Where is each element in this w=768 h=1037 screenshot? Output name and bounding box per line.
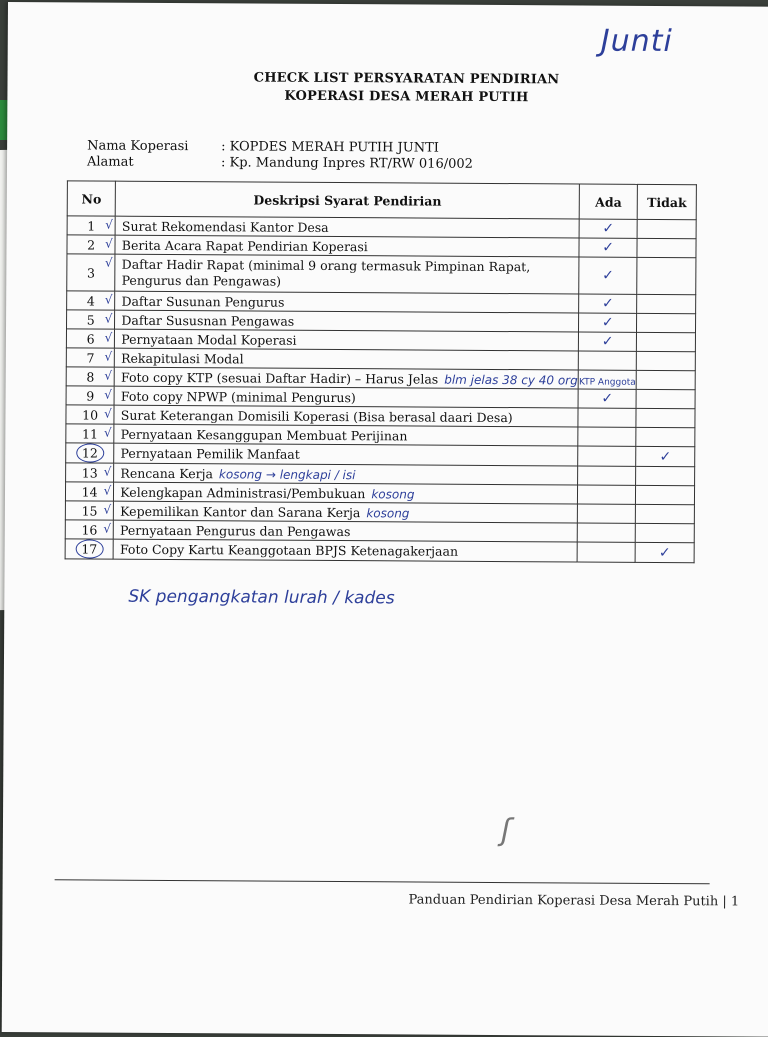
requirement-text: Kelengkapan Administrasi/Pembukuan: [120, 484, 365, 500]
cell-ada: [579, 313, 637, 332]
cell-tidak: [636, 523, 695, 542]
title-line-2: KOPERASI DESA MERAH PUTIH: [7, 86, 768, 109]
checkmark-icon: ✓: [602, 296, 614, 312]
cell-no: [67, 254, 116, 291]
row-number: 14: [82, 484, 98, 499]
table-header-row: [67, 181, 696, 220]
cell-no: [66, 348, 114, 367]
cell-ada: [577, 485, 635, 504]
row-tick-icon: √: [105, 237, 113, 251]
handwritten-squiggle: ʃ: [501, 813, 511, 848]
checkmark-icon: ✓: [602, 240, 614, 256]
requirement-text: Foto Copy Kartu Keanggotaan BPJS Ketenagakerjaan: [120, 542, 458, 559]
info-row-address: [87, 154, 473, 172]
row-tick-icon: √: [105, 312, 113, 326]
requirement-text: Daftar Hadir Rapat (minimal 9 orang termasuk Pimpinan Rapat, Pengurus dan Pengawas): [122, 257, 531, 289]
cell-no: [66, 405, 114, 424]
cell-tidak: [637, 238, 696, 257]
cell-tidak: [636, 466, 695, 485]
handwritten-corner-name: Junti: [601, 24, 673, 59]
cell-tidak: [636, 427, 695, 446]
requirement-text: Surat Rekomendasi Kantor Desa: [122, 218, 329, 234]
cell-ada: [579, 219, 637, 238]
cell-tidak: [637, 219, 696, 238]
checkmark-icon: ✓: [602, 221, 614, 237]
cell-ada: [577, 542, 635, 562]
cell-ada: [578, 332, 636, 351]
cell-ada: [579, 294, 637, 313]
cell-tidak: [637, 351, 696, 370]
row-number: 10: [82, 407, 98, 422]
cell-description: [114, 443, 578, 466]
cell-tidak: [636, 485, 695, 504]
row-number: 7: [86, 350, 94, 365]
cell-ada: [578, 389, 636, 408]
cell-ada: [577, 504, 635, 523]
cell-no: [67, 291, 115, 310]
cell-tidak: [637, 313, 696, 332]
requirement-text: Daftar Sususnan Pengawas: [121, 312, 294, 328]
info-value: : Kp. Mandung Inpres RT/RW 016/002: [221, 155, 473, 173]
cell-ada: [579, 257, 638, 294]
cell-ada: [579, 238, 637, 257]
cell-no: [65, 539, 113, 559]
cell-no: [65, 482, 113, 501]
cell-tidak: [636, 408, 695, 427]
row-number: 4: [87, 293, 95, 308]
row-number: 3: [87, 265, 95, 280]
cell-description: [113, 539, 577, 562]
row-tick-icon: √: [105, 293, 113, 307]
document-title: [7, 68, 768, 109]
circled-number: 17: [75, 539, 103, 558]
row-tick-icon: √: [104, 407, 112, 421]
requirement-text: Daftar Susunan Pengurus: [121, 293, 284, 309]
cell-tidak: [636, 389, 695, 408]
cell-tidak: [636, 504, 695, 523]
cell-no: [66, 386, 114, 405]
row-number: 13: [82, 465, 98, 480]
cell-tidak: [637, 332, 696, 351]
requirement-text: Rencana Kerja: [120, 465, 213, 481]
cell-no: [67, 310, 115, 329]
checklist-paper: [2, 2, 768, 1037]
requirement-text: Foto copy KTP (sesuai Daftar Hadir) – Harus Jelas: [121, 369, 438, 386]
header-no: No: [67, 181, 116, 216]
cell-ada: [578, 408, 636, 427]
cell-tidak: [636, 370, 695, 389]
cell-no: [66, 367, 114, 386]
checkmark-icon: ✓: [601, 391, 613, 407]
checkmark-icon: ✓: [602, 334, 614, 350]
row-number: 11: [82, 426, 98, 441]
header-tidak: Tidak: [638, 184, 697, 219]
page-footer: Panduan Pendirian Koperasi Desa Merah Putih | 1: [408, 892, 739, 909]
handwritten-note: blm jelas 38 cy 40 org: [444, 372, 578, 387]
checkmark-icon: ✓: [659, 544, 671, 560]
checkmark-icon: ✓: [602, 268, 614, 284]
row-tick-icon: √: [104, 484, 112, 498]
row-number: 9: [86, 388, 94, 403]
row-tick-icon: √: [105, 218, 113, 232]
cell-no: [66, 463, 114, 482]
cell-no: [67, 235, 115, 254]
table-row: [67, 254, 696, 295]
requirement-text: Pernyataan Modal Koperasi: [121, 331, 296, 347]
cell-no: [65, 520, 113, 539]
requirement-text: Pernyataan Pemilik Manfaat: [121, 446, 300, 462]
cell-no: [67, 216, 115, 235]
row-number: 5: [87, 312, 95, 327]
requirement-text: Pernyataan Pengurus dan Pengawas: [120, 522, 350, 538]
footer-rule: [55, 879, 710, 884]
cell-ada: [578, 427, 636, 446]
requirement-text: Berita Acara Rapat Pendirian Koperasi: [122, 237, 368, 254]
cell-no: [66, 329, 114, 348]
title-line-1: CHECK LIST PERSYARATAN PENDIRIAN: [7, 68, 768, 91]
requirement-text: Pernyataan Kesanggupan Membuat Perijinan: [121, 426, 408, 443]
cell-ada: [577, 523, 635, 542]
row-number: 6: [87, 331, 95, 346]
cell-tidak: [635, 542, 694, 562]
cell-no: [65, 501, 113, 520]
row-tick-icon: √: [104, 426, 112, 440]
cooperative-info: [87, 138, 473, 172]
info-label: Nama Koperasi: [87, 138, 221, 155]
row-tick-icon: √: [105, 331, 113, 345]
row-tick-icon: √: [104, 503, 112, 517]
row-tick-icon: √: [103, 522, 111, 536]
cell-ada: [578, 466, 636, 485]
cell-no: [66, 424, 114, 443]
table-row: [65, 539, 694, 563]
row-tick-icon: √: [104, 388, 112, 402]
row-number: 2: [87, 237, 95, 252]
checkmark-icon: KTP Anggota: [579, 377, 636, 387]
row-tick-icon: √: [104, 465, 112, 479]
row-number: 16: [81, 522, 97, 537]
requirement-text: Surat Keterangan Domisili Koperasi (Bisa berasal daari Desa): [121, 407, 513, 424]
handwritten-note: kosong: [371, 487, 414, 501]
info-value: : KOPDES MERAH PUTIH JUNTI: [221, 139, 439, 156]
row-number: 1: [87, 218, 95, 233]
cell-no: [66, 443, 114, 463]
row-tick-icon: √: [105, 256, 113, 270]
cell-ada: [578, 446, 636, 466]
row-tick-icon: √: [104, 369, 112, 383]
circled-number: 12: [76, 443, 104, 462]
cell-tidak: [637, 257, 696, 294]
cell-ada: [578, 351, 636, 370]
requirement-text: Rekapitulasi Modal: [121, 350, 244, 366]
info-label: Alamat: [87, 154, 221, 171]
requirement-text: Foto copy NPWP (minimal Pengurus): [121, 388, 356, 404]
handwritten-note: kosong → lengkapi / isi: [219, 467, 356, 482]
requirements-table: [65, 180, 697, 563]
header-description: Deskripsi Syarat Pendirian: [116, 181, 580, 219]
cell-ada: [578, 370, 636, 389]
row-number: 15: [82, 503, 98, 518]
row-number: 8: [86, 369, 94, 384]
header-ada: Ada: [579, 184, 638, 219]
handwritten-note: kosong: [366, 506, 409, 520]
cell-tidak: [636, 446, 695, 466]
cell-description: [115, 254, 579, 294]
requirement-text: Kepemilikan Kantor dan Sarana Kerja: [120, 503, 360, 519]
cell-tidak: [637, 294, 696, 313]
handwritten-sk-note: SK pengangkatan lurah / kades: [128, 587, 394, 609]
checkmark-icon: ✓: [602, 315, 614, 331]
checkmark-icon: ✓: [659, 448, 671, 464]
row-tick-icon: √: [104, 350, 112, 364]
